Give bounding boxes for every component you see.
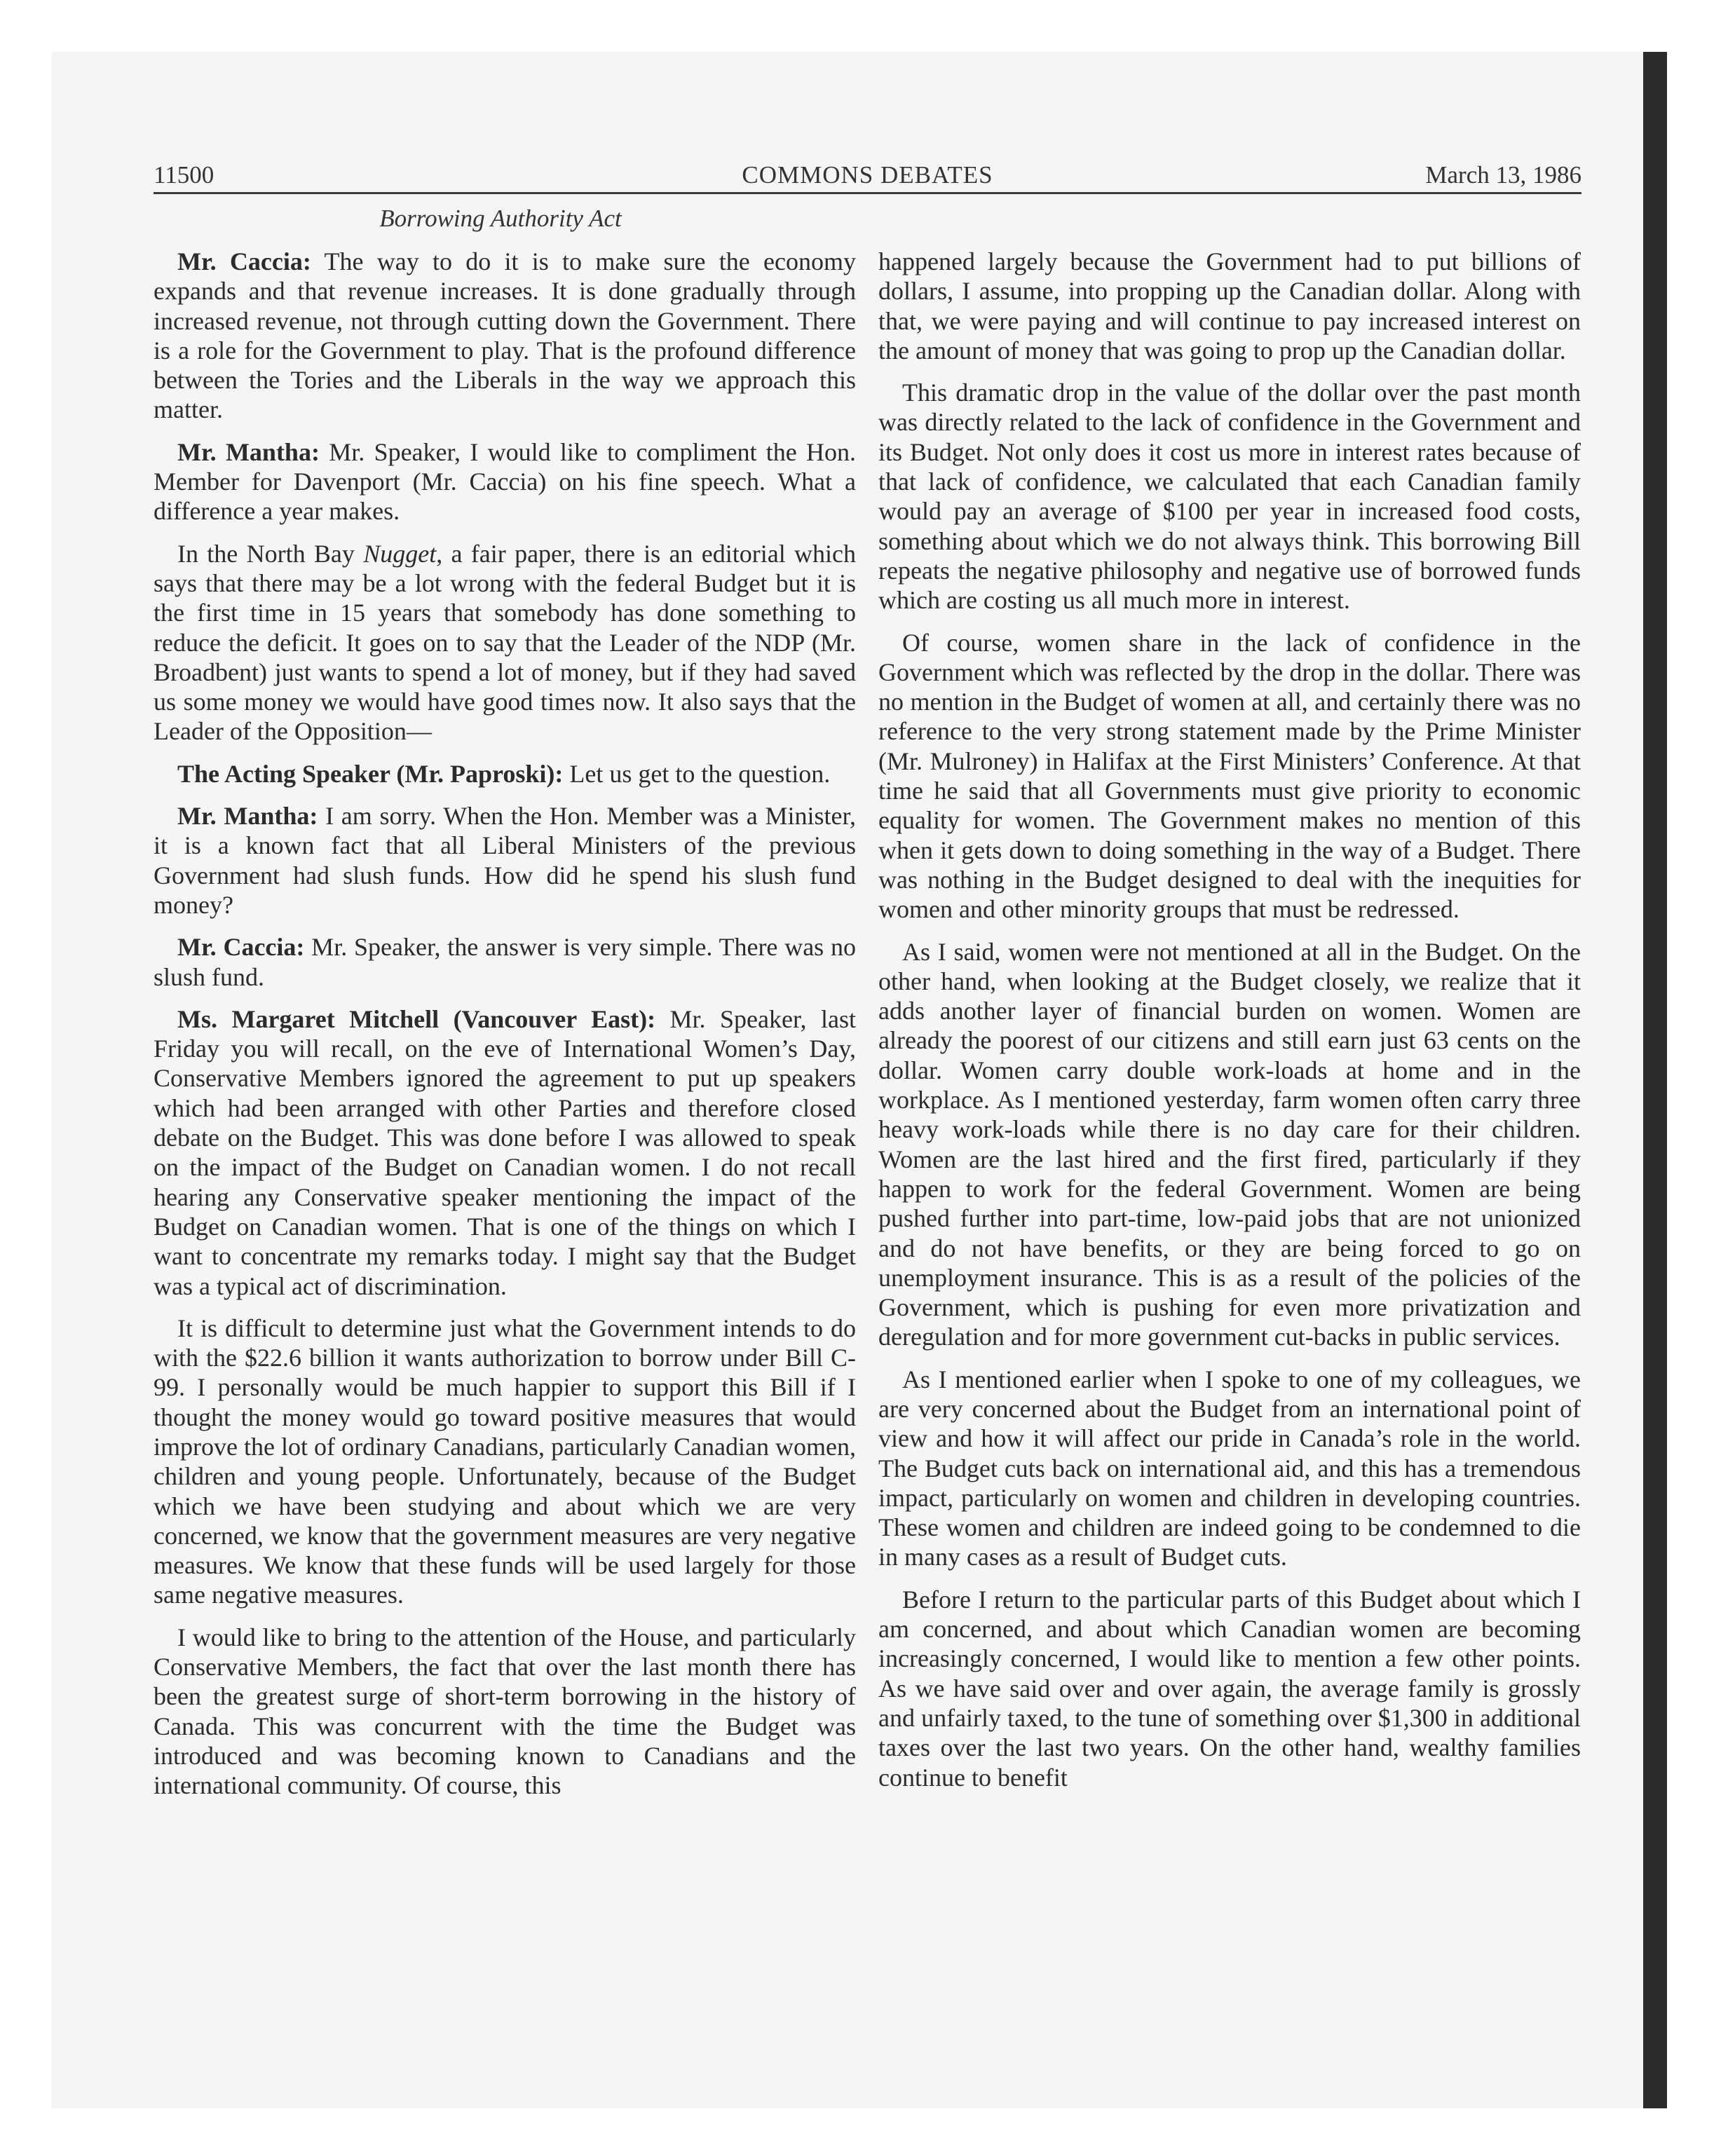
paragraph-text: I am sorry. When the Hon. Member was a Minister, it is a known fact that all Liberal Ministers of the previous Government had slush funds. How did he spend his slush fund money? <box>154 802 856 919</box>
paragraph <box>154 1004 856 1301</box>
scan-edge-shadow <box>1643 52 1667 2108</box>
speaker-name: Mr. Mantha: <box>177 437 320 466</box>
paragraph-text: It is difficult to determine just what the Government intends to do with the $22.6 billion it wants authorization to borrow under Bill C-99. I personally would be much happier to support this Bill if I thought the money would go toward positive measures that would improve the lot of ordinary Canadians, particularly Canadian women, children and young people. Unfortunately, because of the Budget which we have been studying and about which we are very concerned, we know that the government measures are very negative measures. We know that these funds will be used largely for those same negative measures. <box>154 1314 856 1609</box>
paragraph <box>878 628 1581 925</box>
paragraph-text: Mr. Speaker, I would like to compliment the Hon. Member for Davenport (Mr. Caccia) on his fine speech. What a difference a year makes. <box>154 437 857 526</box>
newspaper-title: Nugget <box>363 539 437 568</box>
paragraph <box>154 437 856 526</box>
paragraph-text: happened largely because the Government had to put billions of dollars, I assume, into propping up the Canadian dollar. Along with that, we were paying and will continue to pay increased interest on the amount of money that was going to prop up the Canadian dollar. <box>878 247 1581 364</box>
paragraph-text: In the North Bay <box>177 539 364 568</box>
publication-title: COMMONS DEBATES <box>742 161 993 189</box>
paragraph-text: As I mentioned earlier when I spoke to one of my colleagues, we are very concerned about the Budget from an international point of view and how it will affect our pride in Canada’s role in the world. The Budget cuts back on international aid, and this has a tremendous impact, particularly on women and children in developing countries. These women and children are indeed going to be condemned to die in many cases as a result of Budget cuts. <box>878 1365 1581 1571</box>
page-header <box>154 157 1581 194</box>
speaker-name: Ms. Margaret Mitchell (Vancouver East): <box>177 1004 656 1033</box>
speaker-name: Mr. Mantha: <box>177 802 318 831</box>
paragraph <box>878 1585 1581 1792</box>
speaker-name: The Acting Speaker (Mr. Paproski): <box>177 759 564 788</box>
paragraph <box>154 801 856 920</box>
header-date: March 13, 1986 <box>1425 161 1581 189</box>
paragraph <box>878 1365 1581 1572</box>
paragraph-text: This dramatic drop in the value of the dollar over the past month was directly related to the lack of confidence in the Government and its Budget. Not only does it cost us more in interest rates because of that lack of confidence, we calculated that each Canadian family would pay an average of $100 per year in increased food costs, something about which we do not always think. This borrowing Bill repeats the negative philosophy and negative use of borrowed funds which are costing us all much more in interest. <box>878 378 1581 615</box>
paragraph-text: Mr. Speaker, last Friday you will recall, on the eve of International Women’s Day, Conservative Members ignored the agreement to put up speakers which had been arranged with other Parties and therefore closed debate on the Budget. This was done before I was allowed to speak on the impact of the Budget on Canadian women. I do not recall hearing any Conservative speaker mentioning the impact of the Budget on Canadian women. That is one of the things on which I want to concentrate my remarks today. I might say that the Budget was a typical act of discrimination. <box>154 1004 856 1300</box>
paragraph <box>878 378 1581 615</box>
paragraph-text: Before I return to the particular parts of this Budget about which I am concerned, and about which Canadian women are becoming increasingly concerned, I would like to mention a few other points. As we have said over and over again, the average family is grossly and unfairly taxed, to the tune of something over $1,300 in additional taxes over the last two years. On the other hand, wealthy families continue to benefit <box>878 1585 1581 1792</box>
paragraph <box>154 1314 856 1610</box>
paragraph-text: As I said, women were not mentioned at all in the Budget. On the other hand, when looking at the Budget closely, we realize that it adds another layer of financial burden on women. Women are already the poorest of our citizens and still earn just 63 cents on the dollar. Women carry double work-loads at home and in the workplace. As I mentioned yesterday, farm women often carry three heavy work-loads while there is no day care for their children. Women are the last hired and the first fired, particularly if they happen to work for the federal Government. Women are being pushed further into part-time, low-paid jobs that are not unionized and do not have benefits, or they are being forced to go on unemployment insurance. This is as a result of the policies of the Government, which is pushing for even more privatization and deregulation and for more government cut-backs in public services. <box>878 937 1581 1351</box>
left-column <box>154 247 856 1813</box>
speaker-name: Mr. Caccia: <box>177 933 305 962</box>
speaker-name: Mr. Caccia: <box>177 247 311 275</box>
right-column <box>878 247 1581 1805</box>
paragraph <box>154 932 856 992</box>
paragraph-text: Mr. Speaker, the answer is very simple. There was no slush fund. <box>154 933 856 991</box>
paragraph-text: I would like to bring to the attention of the House, and particularly Conservative Members, the fact that over the last month there has been the greatest surge of short-term borrowing in the history of Canada. This was concurrent with the time the Budget was introduced and was becoming known to Canadians and the international community. Of course, this <box>154 1623 856 1800</box>
paragraph <box>154 539 856 746</box>
paragraph <box>154 759 856 789</box>
running-head: Borrowing Authority Act <box>379 205 622 232</box>
paragraph-text: Of course, women share in the lack of confidence in the Government which was reflected by the drop in the dollar. There was no mention in the Budget of women at all, and certainly there was no reference to the very strong statement made by the Prime Minister (Mr. Mulroney) in Halifax at the First Ministers’ Conference. At that time he said that all Governments must give priority to economic equality for women. The Government makes no mention of this when it gets down to doing something in the way of a Budget. There was nothing in the Budget designed to deal with the inequities for women and other minority groups that must be redressed. <box>878 628 1581 924</box>
paragraph-text: The way to do it is to make sure the economy expands and that revenue increases. It is done gradually through increased revenue, not through cutting down the Government. There is a role for the Government to play. That is the profound difference between the Tories and the Liberals in the way we approach this matter. <box>154 247 856 424</box>
paragraph <box>154 1623 856 1801</box>
paragraph <box>878 247 1581 365</box>
page-number: 11500 <box>154 161 215 189</box>
paragraph-text: Let us get to the question. <box>563 759 831 788</box>
paragraph <box>878 937 1581 1352</box>
paragraph-text: , a fair paper, there is an editorial which says that there may be a lot wrong with the federal Budget but it is the first time in 15 years that somebody has done something to reduce the deficit. It goes on to say that the Leader of the NDP (Mr. Broadbent) just wants to spend a lot of money, but if they had saved us some money we would have good times now. It also says that the Leader of the Opposition— <box>154 539 857 746</box>
paragraph <box>154 247 856 425</box>
